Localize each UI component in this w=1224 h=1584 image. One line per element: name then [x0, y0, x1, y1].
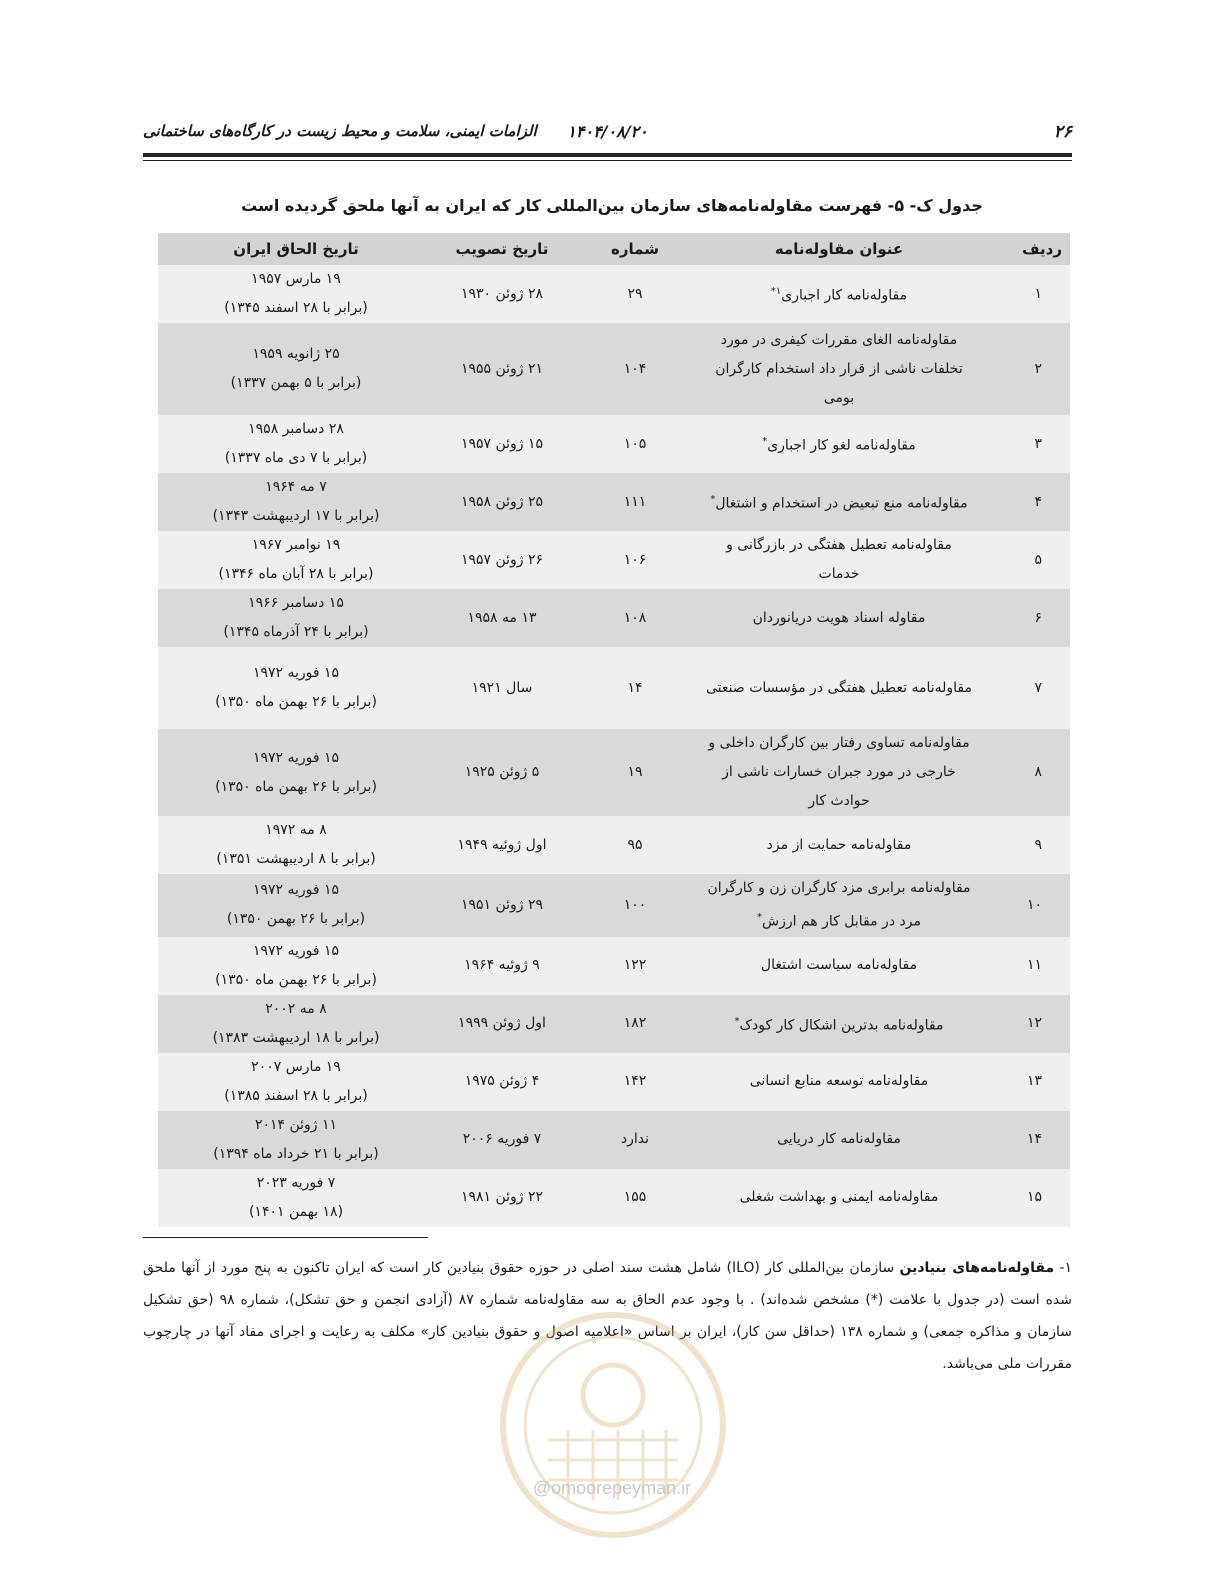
- cell-title: [700, 589, 978, 647]
- table-row: [158, 415, 1070, 473]
- table-row: [158, 816, 1070, 874]
- cell-iran-accession: [158, 1111, 434, 1169]
- footnote-marker: ۱-: [1054, 1260, 1072, 1276]
- cell-row-no: ۹: [978, 816, 1070, 874]
- fundamental-mark: ۱*: [770, 286, 782, 298]
- cell-adoption-date: ۲۹ ژوئن ۱۹۵۱: [434, 874, 570, 937]
- cell-row-no: ۷: [978, 647, 1070, 729]
- table-row: [158, 323, 1070, 415]
- cell-row-no: ۸: [978, 729, 1070, 816]
- header-adoption-date: تاریخ تصویب: [434, 233, 570, 265]
- table-body: [158, 265, 1070, 1227]
- cell-adoption-date: ۹ ژوئیه ۱۹۶۴: [434, 937, 570, 995]
- table-row: [158, 589, 1070, 647]
- convention-title: مقاوله‌نامه تساوی رفتار بین کارگران داخلی و خارجی در مورد جبران خسارات ناشی از حوادث کار: [708, 735, 970, 809]
- accession-gregorian: ۱۵ فوریه ۱۹۷۲: [252, 942, 340, 959]
- cell-number: ۱۰۸: [570, 589, 700, 647]
- accession-gregorian: ۲۸ دسامبر ۱۹۵۸: [248, 421, 344, 437]
- cell-row-no: ۱۴: [978, 1111, 1070, 1169]
- cell-iran-accession: [158, 589, 434, 647]
- accession-gregorian: ۱۹ مارس ۲۰۰۷: [251, 1058, 341, 1075]
- watermark-seal-icon: [488, 1300, 738, 1550]
- table-row: [158, 1111, 1070, 1169]
- accession-gregorian: ۱۵ فوریه ۱۹۷۲: [252, 665, 340, 681]
- cell-adoption-date: اول ژوئن ۱۹۹۹: [434, 995, 570, 1053]
- cell-title: [700, 1111, 978, 1169]
- accession-solar: (برابر با ۲۴ آذرماه ۱۳۴۵): [223, 624, 369, 640]
- accession-solar: (برابر با ۱۷ اردیبهشت ۱۳۴۳): [212, 508, 380, 524]
- cell-title: [700, 1053, 978, 1111]
- cell-title: [700, 323, 978, 415]
- accession-gregorian: ۱۹ نوامبر ۱۹۶۷: [251, 537, 341, 553]
- cell-title: [700, 816, 978, 874]
- convention-title: مقاوله‌نامه الغای مقررات کیفری در مورد تخلفات ناشی از قرار داد استخدام کارگران بومی: [715, 331, 963, 406]
- cell-iran-accession: [158, 531, 434, 589]
- table-row: [158, 995, 1070, 1053]
- cell-row-no: ۵: [978, 531, 1070, 589]
- cell-row-no: ۲: [978, 323, 1070, 415]
- table-row: [158, 937, 1070, 995]
- accession-gregorian: ۱۵ دسامبر ۱۹۶۶: [248, 595, 344, 611]
- cell-adoption-date: اول ژوئیه ۱۹۴۹: [434, 816, 570, 874]
- accession-solar: (برابر با ۲۶ بهمن ۱۳۵۰): [226, 911, 366, 928]
- cell-adoption-date: ۷ فوریه ۲۰۰۶: [434, 1111, 570, 1169]
- accession-gregorian: ۱۹ مارس ۱۹۵۷: [251, 271, 341, 287]
- header-row-no: ردیف: [978, 233, 1070, 265]
- table-header-row: [158, 233, 1070, 265]
- cell-row-no: ۱۵: [978, 1169, 1070, 1227]
- conventions-table: [158, 233, 1070, 1227]
- cell-adoption-date: ۲۵ ژوئن ۱۹۵۸: [434, 473, 570, 531]
- table-row: [158, 1169, 1070, 1227]
- footnote-bold-term: مقاوله‌نامه‌های بنیادین: [899, 1260, 1055, 1276]
- convention-title: مقاوله‌نامه منع تبعیض در استخدام و اشتغال: [715, 495, 968, 512]
- fundamental-mark: *: [762, 436, 768, 448]
- convention-title: مقاوله‌نامه لغو کار اجباری: [767, 437, 916, 454]
- cell-iran-accession: [158, 415, 434, 473]
- cell-row-no: ۱۱: [978, 937, 1070, 995]
- accession-solar: (برابر با ۷ دی ماه ۱۳۳۷): [224, 450, 368, 466]
- cell-adoption-date: ۲۸ ژوئن ۱۹۳۰: [434, 265, 570, 323]
- table-caption: جدول ک- ۵- فهرست مقاوله‌نامه‌های سازمان بین‌المللی کار که ایران به آنها ملحق گردیده است: [241, 196, 983, 215]
- cell-number: ۱۰۵: [570, 415, 700, 473]
- cell-iran-accession: [158, 874, 434, 937]
- cell-row-no: ۱۳: [978, 1053, 1070, 1111]
- cell-adoption-date: سال ۱۹۲۱: [434, 647, 570, 729]
- fundamental-mark: *: [710, 494, 716, 506]
- convention-title: مقاوله‌نامه ایمنی و بهداشت شغلی: [739, 1189, 939, 1206]
- cell-adoption-date: ۱۵ ژوئن ۱۹۵۷: [434, 415, 570, 473]
- accession-solar: (برابر با ۲۶ بهمن ماه ۱۳۵۰): [215, 971, 377, 988]
- page-number: ۲۶: [1053, 122, 1072, 142]
- accession-gregorian: ۱۵ فوریه ۱۹۷۲: [252, 882, 340, 899]
- cell-title: [700, 265, 978, 323]
- cell-adoption-date: ۴ ژوئن ۱۹۷۵: [434, 1053, 570, 1111]
- cell-title: [700, 874, 978, 937]
- page-header: [143, 118, 1072, 158]
- cell-adoption-date: ۲۶ ژوئن ۱۹۵۷: [434, 531, 570, 589]
- footnote-rule: [143, 1237, 428, 1238]
- accession-gregorian: ۸ مه ۲۰۰۲: [265, 1000, 327, 1017]
- cell-iran-accession: [158, 1169, 434, 1227]
- cell-number: ۱۵۵: [570, 1169, 700, 1227]
- table-row: [158, 1053, 1070, 1111]
- cell-row-no: ۱۰: [978, 874, 1070, 937]
- table-row: [158, 874, 1070, 937]
- cell-iran-accession: [158, 816, 434, 874]
- header-rule-thin: [143, 160, 1072, 161]
- convention-title: مقاوله‌نامه حمایت از مزد: [766, 836, 912, 853]
- convention-title: مقاوله‌نامه بدترین اشکال کار کودک: [739, 1017, 944, 1034]
- accession-gregorian: ۷ مه ۱۹۶۴: [265, 479, 327, 495]
- table-row: [158, 647, 1070, 729]
- cell-number: ۱۰۶: [570, 531, 700, 589]
- cell-title: [700, 1169, 978, 1227]
- header-title: عنوان مقاوله‌نامه: [700, 233, 978, 265]
- table-row: [158, 473, 1070, 531]
- cell-number: ۱۸۲: [570, 995, 700, 1053]
- cell-number: ۱۰۰: [570, 874, 700, 937]
- cell-adoption-date: ۱۳ مه ۱۹۵۸: [434, 589, 570, 647]
- cell-iran-accession: [158, 323, 434, 415]
- accession-solar: (برابر با ۲۶ بهمن ماه ۱۳۵۰): [215, 778, 377, 795]
- cell-iran-accession: [158, 473, 434, 531]
- cell-adoption-date: ۲۲ ژوئن ۱۹۸۱: [434, 1169, 570, 1227]
- header-iran-accession: تاریخ الحاق ایران: [158, 233, 434, 265]
- accession-solar: (برابر با ۲۸ اسفند ۱۳۴۵): [224, 300, 368, 316]
- accession-gregorian: ۱۵ فوریه ۱۹۷۲: [252, 749, 340, 766]
- cell-title: [700, 473, 978, 531]
- convention-title: مقاوله اسناد هویت دریانوردان: [752, 609, 926, 626]
- convention-title: مقاوله‌نامه برابری مزد کارگران زن و کارگران مرد در مقابل کار هم ارزش: [707, 880, 971, 930]
- accession-solar: (۱۸ بهمن ۱۴۰۱): [248, 1203, 344, 1220]
- table-row: [158, 531, 1070, 589]
- cell-number: ۱۴۲: [570, 1053, 700, 1111]
- header-number: شماره: [570, 233, 700, 265]
- cell-title: [700, 647, 978, 729]
- footnote-text: سازمان بین‌المللی کار (ILO) شامل هشت سند اصلی در حوزه حقوق بنیادین کار است که ایران تاکنون به پنج مورد از آنها ملحق شده است (در جدول با علامت (*) مشخص شده‌اند) . با وجود عدم الحاق به سه مقاوله‌نامه شماره ۸۷ (آزادی انجمن و حق تشکل)، شماره ۹۸ (حق تشکیل سازمان و مذاکره جمعی) و شماره ۱۳۸ (حداقل سن کار)، ایران بر اساس «اعلامیه اصول و حقوق بنیادین کار» مکلف به رعایت و اجرای مفاد آنها در چارچوب مقررات ملی می‌باشد.: [143, 1260, 1073, 1372]
- cell-title: [700, 415, 978, 473]
- cell-number: ندارد: [570, 1111, 700, 1169]
- cell-adoption-date: ۲۱ ژوئن ۱۹۵۵: [434, 323, 570, 415]
- watermark-text: [0, 1478, 1224, 1499]
- fundamental-mark: *: [757, 912, 763, 923]
- header-rule-thick: [143, 153, 1072, 157]
- cell-row-no: ۳: [978, 415, 1070, 473]
- cell-iran-accession: [158, 729, 434, 816]
- header-date: ۱۴۰۴/۰۸/۲۰: [567, 122, 648, 141]
- cell-number: ۱۹: [570, 729, 700, 816]
- document-title: الزامات ایمنی، سلامت و محیط زیست در کارگاه‌های ساختمانی: [143, 122, 537, 140]
- cell-row-no: ۴: [978, 473, 1070, 531]
- accession-solar: (برابر با ۲۶ بهمن ماه ۱۳۵۰): [215, 694, 377, 710]
- cell-title: [700, 531, 978, 589]
- cell-iran-accession: [158, 647, 434, 729]
- table-row: [158, 729, 1070, 816]
- cell-number: ۹۵: [570, 816, 700, 874]
- cell-iran-accession: [158, 1053, 434, 1111]
- convention-title: مقاوله‌نامه تعطیل هفتگی در بازرگانی و خدمات: [726, 537, 952, 582]
- cell-number: ۲۹: [570, 265, 700, 323]
- cell-number: ۱۱۱: [570, 473, 700, 531]
- fundamental-mark: *: [734, 1015, 740, 1027]
- cell-iran-accession: [158, 265, 434, 323]
- cell-number: ۱۰۴: [570, 323, 700, 415]
- accession-solar: (برابر با ۱۸ اردیبهشت ۱۳۸۳): [212, 1029, 380, 1046]
- watermark-site: omoorepeyman.ir: [551, 1478, 692, 1498]
- cell-title: [700, 937, 978, 995]
- accession-solar: (برابر با ۸ اردیبهشت ۱۳۵۱): [216, 851, 376, 867]
- cell-iran-accession: [158, 937, 434, 995]
- accession-solar: (برابر با ۲۸ آبان ماه ۱۳۴۶): [218, 566, 374, 582]
- cell-number: ۱۲۲: [570, 937, 700, 995]
- convention-title: مقاوله‌نامه سیاست اشتغال: [760, 957, 918, 974]
- convention-title: مقاوله‌نامه کار اجباری: [781, 287, 908, 304]
- accession-solar: (برابر با ۲۱ خرداد ماه ۱۳۹۴): [213, 1145, 379, 1162]
- accession-gregorian: ۱۱ ژوئن ۲۰۱۴: [254, 1116, 338, 1133]
- cell-number: ۱۴: [570, 647, 700, 729]
- cell-row-no: ۶: [978, 589, 1070, 647]
- accession-solar: (برابر با ۲۸ اسفند ۱۳۸۵): [224, 1087, 368, 1104]
- cell-iran-accession: [158, 995, 434, 1053]
- accession-gregorian: ۲۵ ژانویه ۱۹۵۹: [252, 346, 340, 362]
- accession-solar: (برابر با ۵ بهمن ۱۳۳۷): [230, 375, 362, 391]
- table-row: [158, 265, 1070, 323]
- cell-title: [700, 729, 978, 816]
- at-sign-icon: @: [532, 1478, 552, 1498]
- convention-title: مقاوله‌نامه توسعه منابع انسانی: [749, 1073, 929, 1090]
- convention-title: مقاوله‌نامه تعطیل هفتگی در مؤسسات صنعتی: [706, 679, 972, 696]
- accession-gregorian: ۷ فوریه ۲۰۲۳: [256, 1174, 336, 1191]
- cell-title: [700, 995, 978, 1053]
- cell-adoption-date: ۵ ژوئن ۱۹۲۵: [434, 729, 570, 816]
- convention-title: مقاوله‌نامه کار دریایی: [777, 1131, 901, 1148]
- cell-row-no: ۱۲: [978, 995, 1070, 1053]
- accession-gregorian: ۸ مه ۱۹۷۲: [265, 822, 327, 838]
- cell-row-no: ۱: [978, 265, 1070, 323]
